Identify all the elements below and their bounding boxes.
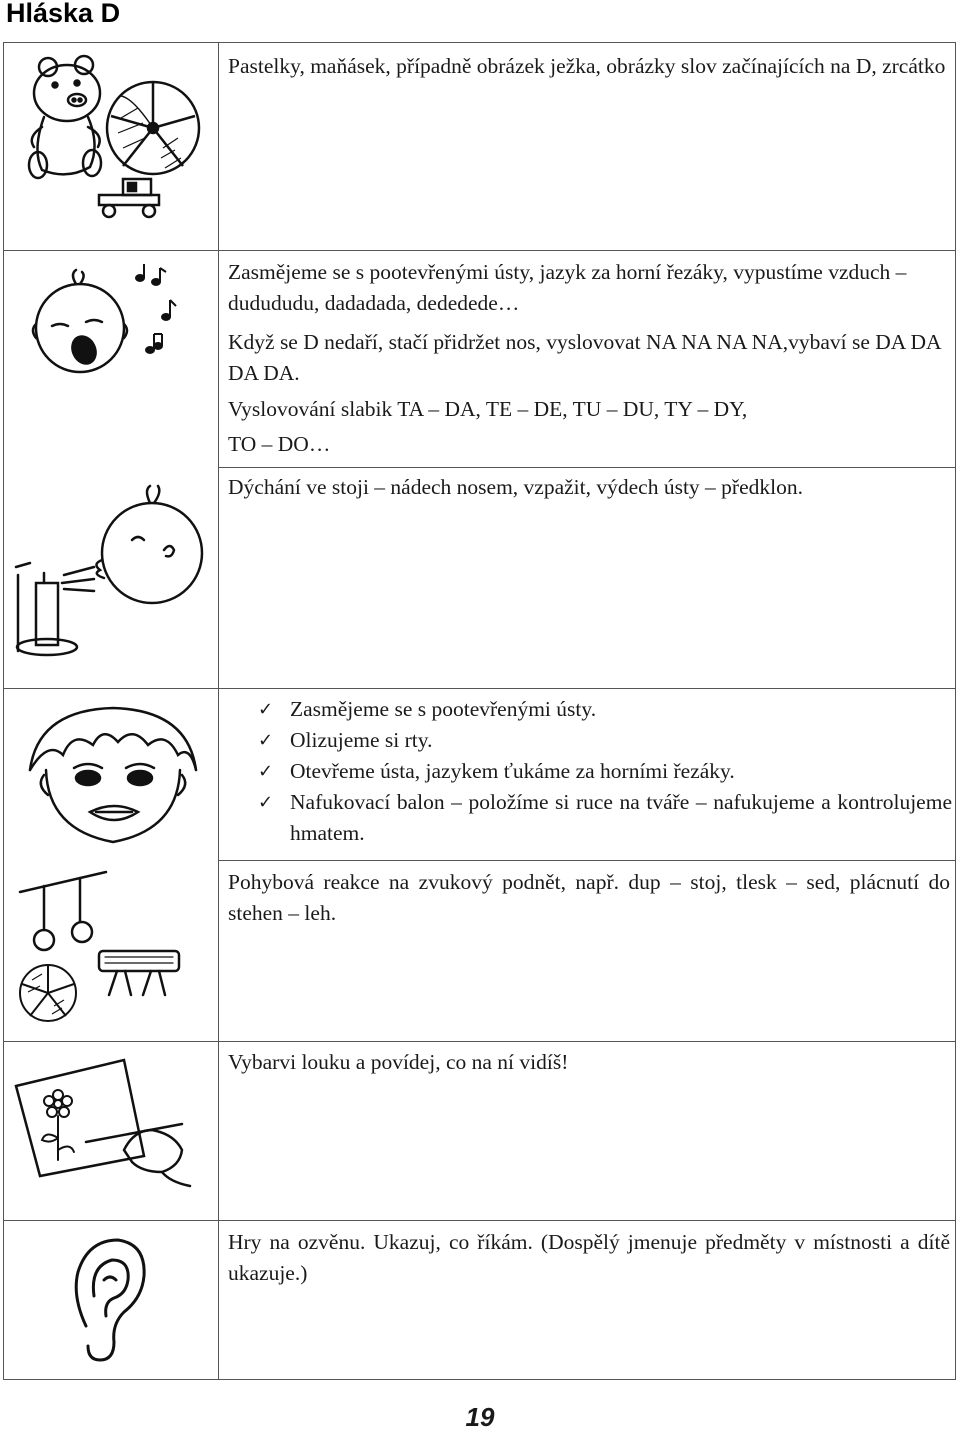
list-item: ✓ Otevřeme ústa, jazykem ťukáme za horními řezáky. <box>258 756 952 787</box>
echo-game-text: Hry na ozvěnu. Ukazuj, co říkám. (Dospělý jmenuje předměty v místnosti a dítě ukazuje.) <box>228 1230 950 1285</box>
exercise-syllables-text-2: TO – DO… <box>228 432 331 456</box>
table-column-divider <box>218 42 219 1380</box>
table-row-divider <box>218 860 956 861</box>
car-icon <box>95 175 165 220</box>
gym-bench-icon <box>95 945 185 1000</box>
check-icon: ✓ <box>258 730 274 751</box>
blowing-face-icon <box>92 478 202 608</box>
table-row-divider <box>3 688 956 689</box>
list-item: ✓ Zasmějeme se s pootevřenými ústy. <box>258 694 952 725</box>
smiling-girl-icon <box>18 700 208 850</box>
exercise-nose-text: Když se D nedaří, stačí přidržet nos, vyslovovat NA NA NA NA,vybaví se DA DA DA DA. <box>228 330 941 385</box>
table-row-divider <box>218 467 956 468</box>
exercise-syllables-text: Vyslovování slabik TA – DA, TE – DE, TU – DU, TY – DY, <box>228 397 748 421</box>
table-row-divider <box>3 1041 956 1042</box>
check-icon: ✓ <box>258 792 274 813</box>
mouth-exercises-list <box>258 694 952 849</box>
breathing-exercise-text: Dýchání ve stoji – nádech nosem, vzpažit, výdech ústy – předklon. <box>228 475 803 499</box>
check-icon: ✓ <box>258 761 274 782</box>
exercise-laugh-text: Zasmějeme se s pootevřenými ústy, jazyk za horní řezáky, vypustíme vzduch – dudududu, dadadada, dededede… <box>228 260 907 315</box>
page-number: 19 <box>465 1402 495 1432</box>
movement-reaction-text: Pohybová reakce na zvukový podnět, např. dup – stoj, tlesk – sed, plácnutí do stehen – leh. <box>228 870 950 925</box>
candle-icon <box>14 555 94 660</box>
list-item: ✓ Olizujeme si rty. <box>258 725 952 756</box>
check-icon: ✓ <box>258 699 274 720</box>
coloring-task-text: Vybarvi louku a povídej, co na ní vidíš! <box>228 1050 569 1074</box>
ball-icon <box>18 962 78 1024</box>
materials-text: Pastelky, maňásek, případně obrázek ježka, obrázky slov začínajících na D, zrcátko <box>228 54 946 78</box>
music-notes-icon <box>132 262 187 362</box>
list-item: ✓ Nafukovací balon – položíme si ruce na tváře – nafukujeme a kontrolujeme hmatem. <box>258 787 952 849</box>
singing-face-icon <box>30 268 130 378</box>
table-row-divider <box>3 250 956 251</box>
ear-icon <box>70 1236 150 1366</box>
flower-icon <box>36 1090 82 1162</box>
ball-icon <box>103 78 203 178</box>
table-row-divider <box>3 1220 956 1221</box>
page-title: Hláska D <box>6 0 121 28</box>
